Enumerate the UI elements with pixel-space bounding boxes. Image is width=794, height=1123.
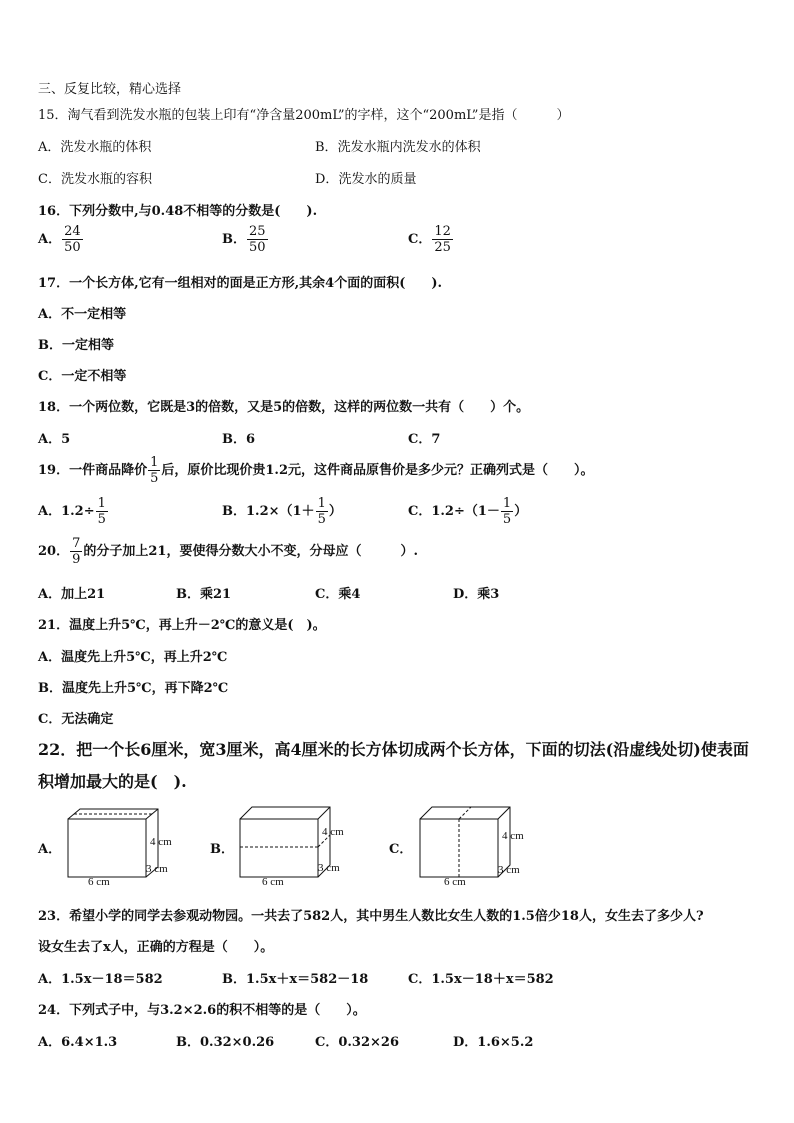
question-17: 17．一个长方体,它有一组相对的面是正方形,其余4个面的面积( ). bbox=[38, 276, 443, 291]
length-label: 6 cm bbox=[444, 876, 466, 887]
width-label: 3 cm bbox=[498, 864, 520, 876]
section-title: 三、反复比较，精心选择 bbox=[38, 82, 182, 97]
q21-option-b: B．温度先上升5℃，再下降2℃ bbox=[38, 681, 229, 696]
q24-option-d: D．1.6×5.2 bbox=[453, 1035, 534, 1050]
q19-option-c: C．1.2÷（1－ $\frac{1}{5}$ ） bbox=[408, 496, 528, 527]
width-label: 3 cm bbox=[146, 863, 168, 875]
q18-option-c: C．7 bbox=[408, 432, 441, 447]
q15-option-b: B．洗发水瓶内洗发水的体积 bbox=[315, 140, 481, 155]
width-label: 3 cm bbox=[318, 862, 340, 874]
q15-option-d: D．洗发水的质量 bbox=[315, 172, 417, 187]
q24-option-c: C．0.32×26 bbox=[315, 1035, 400, 1050]
q23-option-b: B．1.5x＋x＝582－18 bbox=[222, 972, 369, 987]
question-21: 21．温度上升5℃，再上升－2℃的意义是( )。 bbox=[38, 618, 326, 633]
height-label: 4 cm bbox=[502, 830, 524, 842]
q23-option-a: A．1.5x－18＝582 bbox=[38, 972, 163, 987]
question-23-line1: 23．希望小学的同学去参观动物园。一共去了582人，其中男生人数比女生人数的1.5倍少18人，女生去了多少人? bbox=[38, 909, 704, 924]
q21-option-c: C．无法确定 bbox=[38, 712, 114, 727]
q22-option-c-label: C． bbox=[389, 842, 413, 857]
length-label: 6 cm bbox=[88, 876, 110, 887]
question-24: 24．下列式子中，与3.2×2.6的积不相等的是（ ）。 bbox=[38, 1003, 366, 1018]
q22-option-a-label: A． bbox=[38, 842, 62, 857]
length-label: 6 cm bbox=[262, 876, 284, 887]
q20-option-b: B．乘21 bbox=[176, 587, 232, 602]
question-22-line2: 积增加最大的是( ). bbox=[38, 772, 187, 791]
height-label: 4 cm bbox=[150, 836, 172, 848]
height-label: 4 cm bbox=[322, 826, 344, 838]
q17-option-a: A．不一定相等 bbox=[38, 307, 127, 322]
q22-box-a bbox=[60, 805, 190, 887]
q20-option-d: D．乘3 bbox=[453, 587, 500, 602]
q18-option-b: B．6 bbox=[222, 432, 256, 447]
question-18: 18．一个两位数，它既是3的倍数，又是5的倍数，这样的两位数一共有（ ）个。 bbox=[38, 400, 530, 415]
q24-option-a: A．6.4×1.3 bbox=[38, 1035, 118, 1050]
q18-option-a: A．5 bbox=[38, 432, 71, 447]
q22-box-c bbox=[412, 805, 542, 887]
q15-option-c: C．洗发水瓶的容积 bbox=[38, 172, 152, 187]
q15-option-a: A．洗发水瓶的体积 bbox=[38, 140, 152, 155]
q16-option-a: A． $\frac{24}{50}$ bbox=[38, 224, 81, 255]
question-20: 20． $\frac{7}{9}$ 的分子加上21，要使得分数大小不变，分母应（ ）. bbox=[38, 536, 418, 567]
q24-option-b: B．0.32×0.26 bbox=[176, 1035, 275, 1050]
q16-option-b: B． $\frac{25}{50}$ bbox=[222, 224, 266, 255]
question-19: 19．一件商品降价 $\frac{1}{5}$ 后，原价比现价贵1.2元，这件商品原售价是多少元？正确列式是（ ）。 bbox=[38, 455, 594, 486]
question-22-line1: 22．把一个长6厘米，宽3厘米，高4厘米的长方体切成两个长方体，下面的切法(沿虚线处切)使表面 bbox=[38, 740, 749, 759]
q19-option-a: A．1.2÷ $\frac{1}{5}$ bbox=[38, 496, 106, 527]
q19-option-b: B．1.2×（1＋ $\frac{1}{5}$ ） bbox=[222, 496, 342, 527]
q17-option-b: B．一定相等 bbox=[38, 338, 115, 353]
q20-option-c: C．乘4 bbox=[315, 587, 361, 602]
q22-box-b bbox=[232, 805, 362, 887]
q22-option-b-label: B． bbox=[210, 842, 234, 857]
question-15: 15．淘气看到洗发水瓶的包装上印有“净含量200mL”的字样，这个“200mL”是指（ ） bbox=[38, 108, 570, 123]
q20-option-a: A．加上21 bbox=[38, 587, 106, 602]
question-16: 16．下列分数中,与0.48不相等的分数是( ). bbox=[38, 204, 318, 219]
q16-option-c: C． $\frac{12}{25}$ bbox=[408, 224, 451, 255]
q17-option-c: C．一定不相等 bbox=[38, 369, 127, 384]
question-23-line2: 设女生去了x人，正确的方程是（ ）。 bbox=[38, 940, 274, 955]
q21-option-a: A．温度先上升5℃，再上升2℃ bbox=[38, 650, 228, 665]
q23-option-c: C．1.5x－18＋x＝582 bbox=[408, 972, 554, 987]
